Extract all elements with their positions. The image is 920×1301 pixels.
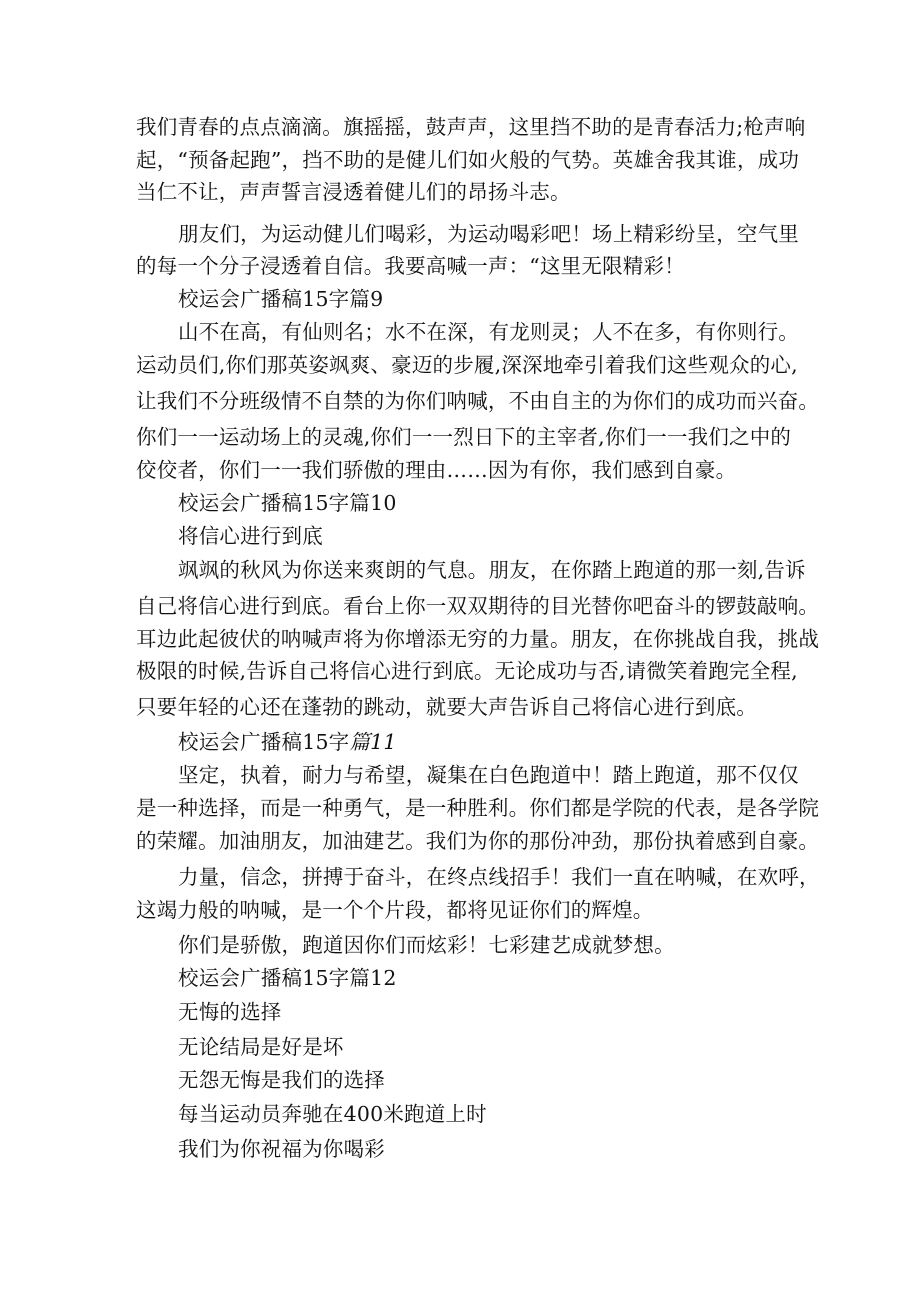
paragraph-line: 佼佼者，你们一一我们骄傲的理由……因为有你，我们感到自豪。 xyxy=(136,458,737,482)
paragraph-line: 坚定，执着，耐力与希望，凝集在白色跑道中！踏上跑道，那不仅仅 xyxy=(178,763,799,787)
poem-line: 无悔的选择 xyxy=(178,1000,282,1024)
paragraph-line: 自己将信心进行到底。看台上你一双双期待的目光替你吧奋斗的锣鼓敲响。 xyxy=(136,594,820,618)
poem-line: 每当运动员奔驰在400米跑道上时 xyxy=(178,1102,487,1126)
paragraph-line: 这竭力般的呐喊，是一个个片段，都将见证你们的辉煌。 xyxy=(136,898,654,922)
paragraph-line: 山不在高，有仙则名；水不在深，有龙则灵；人不在多，有你则行。 xyxy=(178,320,799,344)
section-heading-text: 校运会广播稿15字 xyxy=(178,730,350,754)
paragraph-line: 我们青春的点点滴滴。旗摇摇，鼓声声，这里挡不助的是青春活力;枪声响 xyxy=(136,115,806,139)
poem-line: 无怨无悔是我们的选择 xyxy=(178,1068,385,1092)
section-heading: 校运会广播稿15字篇12 xyxy=(178,966,397,990)
section-heading-number: 篇11 xyxy=(349,730,397,754)
section-heading: 校运会广播稿15字篇10 xyxy=(178,491,397,515)
paragraph-line: 让我们不分班级情不自禁的为你们呐喊，不由自主的为你们的成功而兴奋。 xyxy=(136,389,820,413)
paragraph-line: 力量，信念，拼搏于奋斗，在终点线招手！我们一直在呐喊，在欢呼， xyxy=(178,865,820,889)
paragraph-line: 当仁不让，声声誓言浸透着健儿们的昂扬斗志。 xyxy=(136,180,571,204)
paragraph-line: 是一种选择，而是一种勇气，是一种胜利。你们都是学院的代表，是各学院 xyxy=(136,796,820,820)
paragraph-line: 你们是骄傲，跑道因你们而炫彩！七彩建艺成就梦想。 xyxy=(178,933,675,957)
paragraph-line: 起，“预备起跑”，挡不助的是健儿们如火般的气势。英雄舍我其谁，成功 xyxy=(136,148,800,172)
section-heading xyxy=(178,730,397,754)
paragraph-line: 飒飒的秋风为你送来爽朗的气息。朋友，在你踏上跑道的那一刻,告诉 xyxy=(178,558,806,582)
paragraph-line: 的荣耀。加油朋友，加油建艺。我们为你的那份冲劲，那份执着感到自豪。 xyxy=(136,829,820,853)
poem-line: 无论结局是好是坏 xyxy=(178,1035,344,1059)
section-subtitle: 将信心进行到底 xyxy=(178,524,323,548)
section-heading: 校运会广播稿15字篇9 xyxy=(178,287,384,311)
paragraph-line: 极限的时候,告诉自己将信心进行到底。无论成功与否,请微笑着跑完全程, xyxy=(136,659,798,683)
paragraph-line: 朋友们，为运动健儿们喝彩，为运动喝彩吧！场上精彩纷呈，空气里 xyxy=(178,222,799,246)
paragraph-line: 你们一一运动场上的灵魂,你们一一烈日下的主宰者,你们一一我们之中的 xyxy=(136,425,792,449)
poem-line: 我们为你祝福为你喝彩 xyxy=(178,1137,385,1161)
paragraph-line: 运动员们,你们那英姿飒爽、豪迈的步履,深深地牵引着我们这些观众的心, xyxy=(136,353,798,377)
paragraph-line: 耳边此起彼伏的呐喊声将为你增添无穷的力量。朋友，在你挑战自我，挑战 xyxy=(136,627,820,651)
paragraph-line: 只要年轻的心还在蓬勃的跳动，就要大声告诉自己将信心进行到底。 xyxy=(136,695,757,719)
paragraph-line: 的每一个分子浸透着自信。我要高喊一声：“这里无限精彩！ xyxy=(136,254,685,278)
